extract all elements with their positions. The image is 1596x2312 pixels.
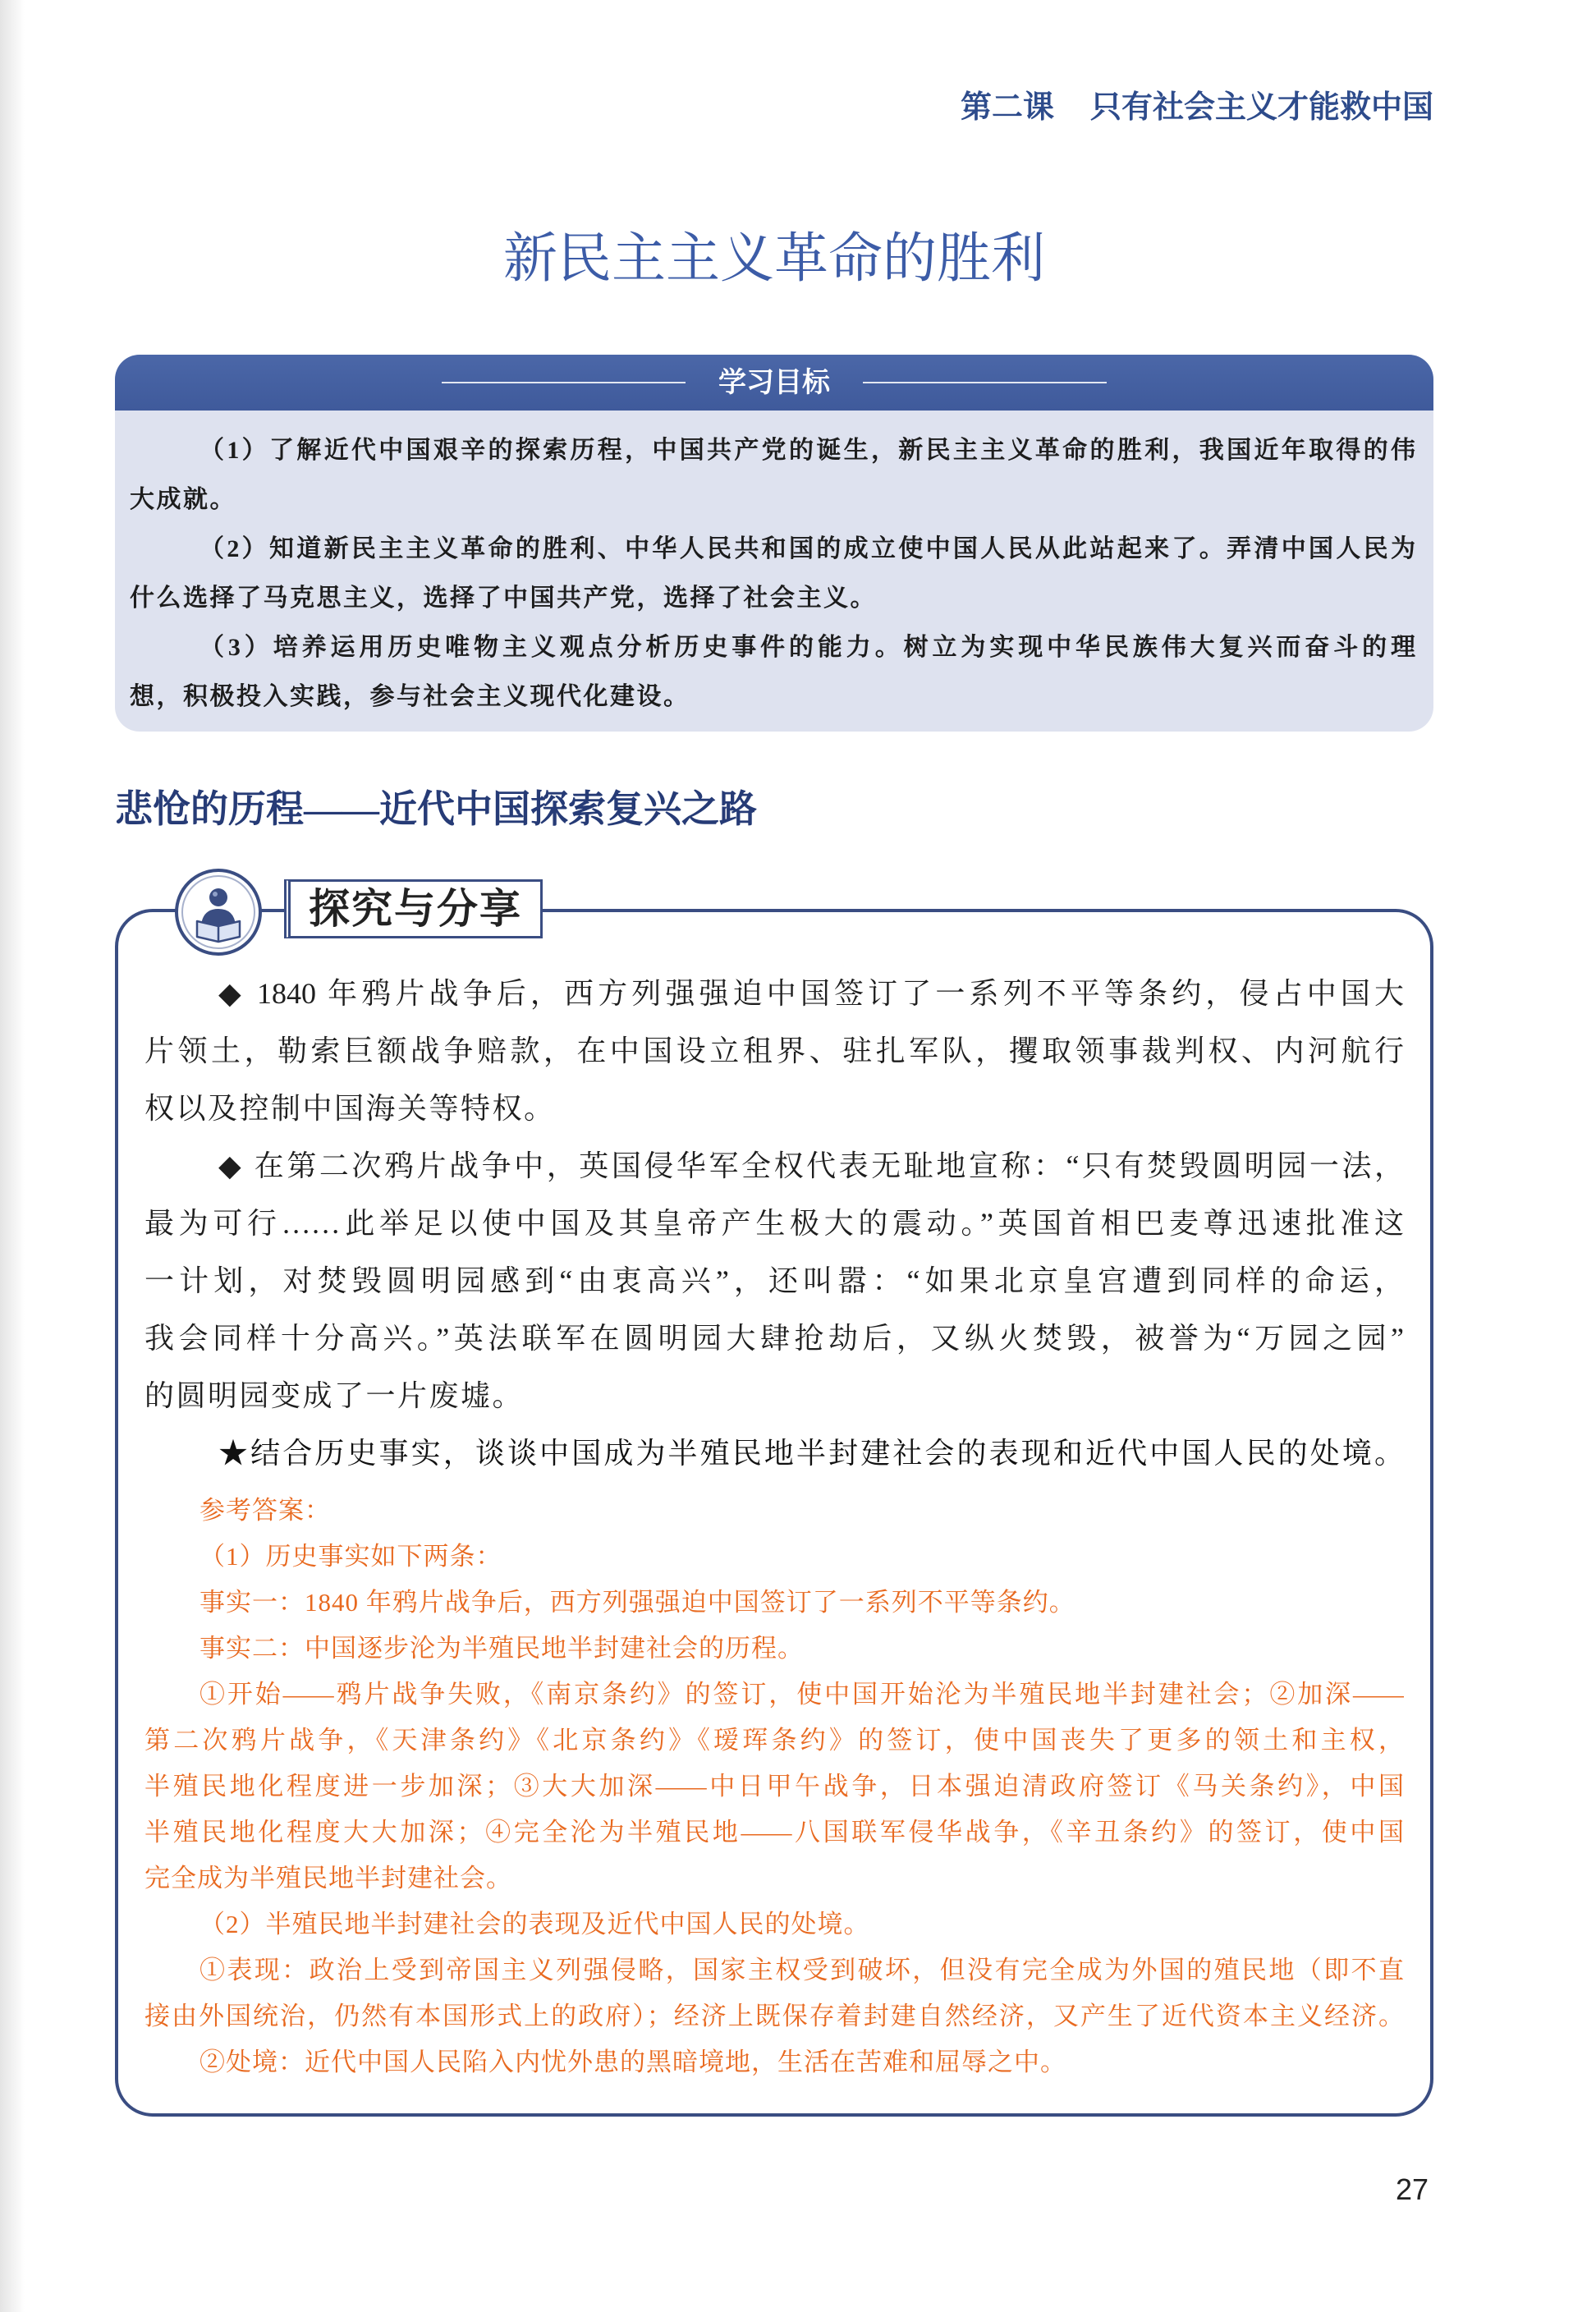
discussion-question: ★结合历史事实，谈谈中国成为半殖民地半封建社会的表现和近代中国人民的处境。 bbox=[218, 1437, 1404, 1470]
answer-stages-line-4: 半殖民地化程度大大加深；④完全沦为半殖民地——八国联军侵华战争，《辛丑条约》的签订，使中国 bbox=[144, 1818, 1404, 1846]
page-edge-shadow bbox=[0, 0, 25, 2312]
answer-heading: 参考答案： bbox=[200, 1496, 331, 1525]
answer-manifestation-line-2: 接由外国统治，仍然有本国形式上的政府）；经济上既保存着封建自然经济，又产生了近代资本主义经济。 bbox=[144, 2002, 1404, 2030]
answer-fact1: 事实一：1840 年鸦片战争后，西方列强强迫中国签订了一系列不平等条约。 bbox=[200, 1588, 1075, 1617]
objective-2-line-1: （2）知道新民主主义革命的胜利、中华人民共和国的成立使中国人民从此站起来了。弄清中国人民为 bbox=[200, 535, 1415, 562]
answer-stages-line-5: 完全成为半殖民地半封建社会。 bbox=[144, 1864, 512, 1892]
explore-materials bbox=[144, 965, 1404, 1482]
objective-3-line-1: （3）培养运用历史唯物主义观点分析历史事件的能力。树立为实现中华民族伟大复兴而奋斗的理 bbox=[200, 634, 1415, 661]
material-2-line-3: 一计划，对焚毁圆明园感到“由衷高兴”，还叫嚣：“如果北京皇宫遭到同样的命运， bbox=[144, 1264, 1404, 1297]
material-1-line-1: ◆ 1840 年鸦片战争后，西方列强强迫中国签订了一系列不平等条约，侵占中国大 bbox=[218, 977, 1404, 1010]
explore-share-label: 探究与分享 bbox=[284, 879, 543, 938]
reading-person-icon bbox=[174, 868, 263, 956]
lesson-number: 第二课 bbox=[960, 89, 1054, 125]
material-2-line-5: 的圆明园变成了一片废墟。 bbox=[144, 1379, 525, 1412]
reference-answer bbox=[144, 1488, 1404, 2085]
objectives-list bbox=[115, 411, 1433, 722]
material-2-line-4: 我会同样十分高兴。”英法联军在圆明园大肆抢劫后，又纵火焚毁，被誉为“万园之园” bbox=[144, 1322, 1404, 1355]
objectives-heading: 学习目标 bbox=[718, 366, 830, 399]
objective-1-line-2: 大成就。 bbox=[130, 486, 236, 513]
page-title: 新民主主义革命的胜利 bbox=[503, 227, 1045, 290]
answer-stages-line-1: ①开始——鸦片战争失败，《南京条约》的签订，使中国开始沦为半殖民地半封建社会；②加深—— bbox=[200, 1680, 1404, 1709]
answer-manifestation-line-1: ①表现：政治上受到帝国主义列强侵略，国家主权受到破坏，但没有完全成为外国的殖民地（即不直 bbox=[200, 1956, 1404, 1984]
lesson-header bbox=[961, 87, 1433, 126]
learning-objectives-box bbox=[115, 355, 1433, 732]
material-2-line-2: 最为可行……此举足以使中国及其皇帝产生极大的震动。”英国首相巴麦尊迅速批准这 bbox=[144, 1207, 1404, 1240]
material-1-line-3: 权以及控制中国海关等特权。 bbox=[144, 1092, 556, 1125]
objective-3-line-2: 想，积极投入实践，参与社会主义现代化建设。 bbox=[130, 683, 690, 710]
answer-situation: ②处境：近代中国人民陷入内忧外患的黑暗境地，生活在苦难和屈辱之中。 bbox=[200, 2048, 1066, 2076]
section-heading: 悲怆的历程——近代中国探索复兴之路 bbox=[115, 788, 757, 830]
answer-stages-line-3: 半殖民地化程度进一步加深；③大大加深——中日甲午战争，日本强迫清政府签订《马关条约》，中国 bbox=[144, 1772, 1404, 1801]
objective-1-line-1: （1）了解近代中国艰辛的探索历程，中国共产党的诞生，新民主主义革命的胜利，我国近年取得的伟 bbox=[200, 437, 1415, 464]
page-number: 27 bbox=[1395, 2172, 1429, 2206]
answer-fact2: 事实二：中国逐步沦为半殖民地半封建社会的历程。 bbox=[200, 1634, 804, 1663]
material-2-line-1: ◆ 在第二次鸦片战争中，英国侵华军全权代表无耻地宣称：“只有焚毁圆明园一法， bbox=[218, 1149, 1404, 1182]
answer-part2-heading: （2）半殖民地半封建社会的表现及近代中国人民的处境。 bbox=[200, 1910, 870, 1938]
objectives-rule-right bbox=[863, 382, 1107, 383]
objective-2-line-2: 什么选择了马克思主义，选择了中国共产党，选择了社会主义。 bbox=[130, 585, 877, 612]
answer-stages-line-2: 第二次鸦片战争，《天津条约》《北京条约》《瑷珲条约》的签订，使中国丧失了更多的领土和主权， bbox=[144, 1726, 1404, 1755]
answer-part1-heading: （1）历史事实如下两条： bbox=[200, 1542, 502, 1571]
lesson-title: 只有社会主义才能救中国 bbox=[1089, 89, 1433, 125]
material-1-line-2: 片领土，勒索巨额战争赔款，在中国设立租界、驻扎军队，攫取领事裁判权、内河航行 bbox=[144, 1034, 1404, 1067]
objectives-rule-left bbox=[442, 382, 686, 383]
objectives-header-bar bbox=[115, 355, 1433, 411]
